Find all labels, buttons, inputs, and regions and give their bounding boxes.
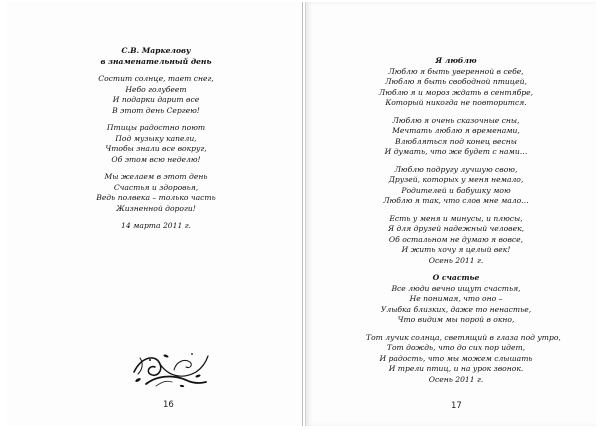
poem-date: 14 марта 2011 г. bbox=[121, 221, 191, 230]
poem-line: Люблю я быть уверенной в себе, bbox=[388, 66, 524, 76]
poem-line: Люблю я быть свободной птицей, bbox=[385, 77, 527, 86]
poem-line: Чтобы знали все вокруг, bbox=[105, 144, 207, 153]
poems-block bbox=[366, 56, 561, 385]
poem-line: Не понимая, что оно – bbox=[409, 294, 503, 303]
poem-line: Ведь полвека – только часть bbox=[96, 193, 216, 202]
poem-line: Влюбляться под конец весны bbox=[395, 136, 517, 146]
poem-line: Жизненной дороги! bbox=[116, 203, 196, 213]
poem-line: Люблю я так, что слов мне мало… bbox=[383, 196, 529, 205]
poem-line: Небо голубеет bbox=[125, 84, 187, 94]
page-number: 17 bbox=[451, 401, 462, 411]
poem-line: Что видим мы порой в окно, bbox=[397, 315, 515, 324]
poem-line: Друзей, которых у меня немало, bbox=[388, 175, 524, 184]
poem-line: Тот лучик солнца, светящий в глаза под утро, bbox=[366, 332, 561, 342]
poem-title: О счастье bbox=[432, 273, 480, 282]
poem-line: Об этом всю неделю! bbox=[111, 154, 201, 164]
poem-line: Все люди вечно ищут счастья, bbox=[391, 283, 521, 293]
poem-date: Осень 2011 г. bbox=[428, 374, 484, 384]
poem-line: Родителей и бабушку мою bbox=[401, 185, 511, 195]
poem-line: Мы желаем в этот день bbox=[104, 172, 208, 181]
poem-line: Люблю подругу лучшую свою, bbox=[394, 164, 518, 174]
poem-line: Тот дождь, что до сих пор идет, bbox=[386, 343, 526, 352]
left-page bbox=[6, 2, 303, 426]
poem-subtitle-line: в знаменательный день bbox=[100, 56, 212, 66]
poem-line: Люблю я очень сказочные сны, bbox=[392, 115, 520, 125]
poem-line: В этот день Сергею! bbox=[112, 105, 200, 115]
poem-line: И подарки дарит все bbox=[112, 95, 200, 104]
poem-line: И трели птиц, и на урок звонок. bbox=[388, 364, 524, 373]
swirl-ornament-icon bbox=[126, 346, 212, 390]
poem-line: Об остальном не думаю я вовсе, bbox=[388, 234, 524, 244]
poem-line: Есть у меня и минусы, и плюсы, bbox=[389, 213, 523, 223]
poem-line: Улыбка близких, даже то ненастье, bbox=[380, 304, 532, 314]
poem-line: Я для друзей надежный человек, bbox=[387, 224, 525, 233]
poem-line: Который никогда не повторится. bbox=[385, 98, 527, 107]
poem-title-line: С.В. Маркелову bbox=[121, 46, 191, 55]
dedication-poem bbox=[66, 46, 246, 232]
poem-line: Люблю я и мороз ждать в сентябре, bbox=[378, 87, 534, 97]
page-number: 16 bbox=[163, 400, 174, 410]
poem-line: Мечтать люблю я временами, bbox=[392, 126, 520, 135]
poem-title: Я люблю bbox=[435, 56, 477, 65]
poem-line: Под музыку капели, bbox=[115, 133, 197, 143]
right-page bbox=[305, 2, 596, 426]
poem-line: Птицы радостно поют bbox=[106, 123, 206, 132]
poem-line: И думать, что же будет с нами… bbox=[384, 147, 528, 156]
poem-line: И жить хочу я целый век! bbox=[401, 245, 511, 254]
poem-date: Осень 2011 г. bbox=[428, 255, 484, 265]
poem-line: Состит солнце, тает снег, bbox=[98, 74, 214, 83]
poem-line: Счастья и здоровья, bbox=[113, 182, 199, 192]
poem-line: И радость, что мы можем слышать bbox=[379, 353, 533, 363]
